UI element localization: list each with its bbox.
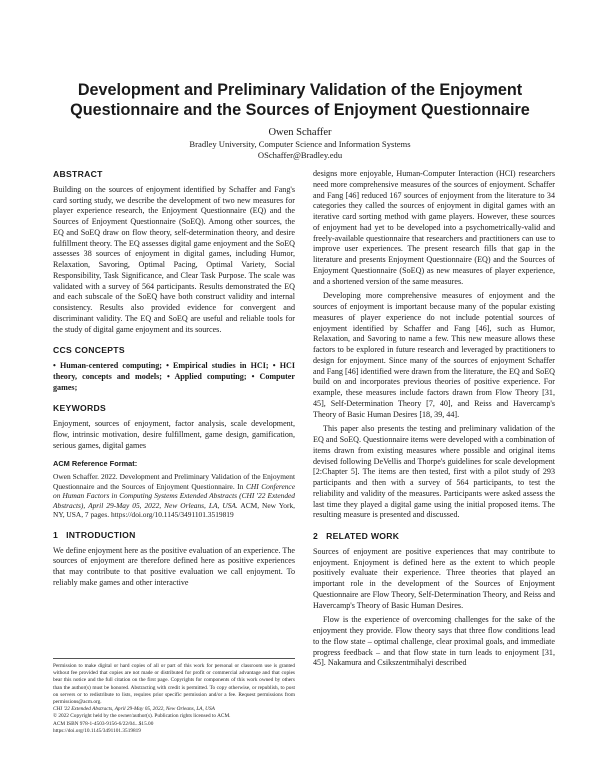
abstract-text: Building on the sources of enjoyment identified by Schaffer and Fang's card sorting study, we describe the development of two new measures for player experience research, the Enjoyment Questionnaire (EQ) and the Sources of Enjoyment Questionnaire (SoEQ). Among other sources, the EQ and SoEQ draw on flow theory, self-determination theory, and desire fulfillment theory. The EQ assesses digital game enjoyment and the SoEQ assesses 38 sources of enjoyment in digital games, including Humor, Relaxation, Savoring, Optimal Pacing, Optimal Variety, Social Responsibility, Task Significance, and Clear Task Purpose. The scale was validated with a survey of 564 participants. Results demonstrated the EQ and each subscale of the SoEQ have both construct validity and internal consistency. Results also provided evidence for convergent and discriminant validity. The EQ and SoEQ are useful and reliable tools for the study of digital game enjoyment and its sources. [53,184,295,334]
ccs-item: • HCI theory, concepts and models; [53,361,295,381]
author-email: OSchaffer@Bradley.edu [257,150,343,160]
related-work-paragraph: Sources of enjoyment are positive experiences that may contribute to enjoyment. Enjoyment is defined here as the extent to which people positively evaluate their experience. Three theories that played an important role in the development of the Sources of Enjoyment Questionnaire are Flow Theory, Self-Determination Theory, and Reiss and Havercamp's Theory of Basic Human Desires. [313,546,555,610]
related-work-title: RELATED WORK [326,531,400,541]
footnote-venue: CHI '22 Extended Abstracts, April 29-May 05, 2022, New Orleans, LA, USA [53,706,215,713]
reference-format-text [53,472,295,520]
introduction-paragraph: This paper also presents the testing and preliminary validation of the EQ and SoEQ. Questionnaire items were developed with a combination of items drawn from existing measures where possible and original items devised following DeVellis and Thorpe's guidelines for scale development [2:Chapter 5]. The items are then tested, first with a pilot study of 293 participants and then with a survey of 564 participants, to test the reliability and validity of the measures. Participants were asked assess the last time they played a digital game using the initial proposed items. The resulting measure is presented and discussed. [313,424,555,520]
reference-format-venue: CHI Conference on Human Factors in Computing Systems Extended Abstracts (CHI '22 Extended Abstracts), April 29-May 05, 2022, New Orleans, LA, USA. [53,481,295,510]
author-name: Owen Schaffer [268,127,332,138]
related-work-paragraph: Flow is the experience of overcoming challenges for the sake of the enjoyment they provide. Flow theory says that three flow conditions lead to the flow state – optimal challenge, clear proximal goals, and immediate progress feedback – and that flow state in turn leads to enjoyment [31, 45]. Nakamura and Csikszentmihalyi described [313,615,555,668]
keywords-text: Enjoyment, sources of enjoyment, factor analysis, scale development, flow, intrinsic motivation, desire fulfillment, game design, gamification, serious games, digital games [53,419,295,450]
ccs-concepts [53,361,295,393]
introduction-paragraph: Developing more comprehensive measures of enjoyment and the sources of enjoyment is important because many of the popular existing measures of player experience do not include potential sources of enjoyment identified by Schaffer and Fang [46], such as Humor, Relaxation, and Savoring to name a few. This new measure allows these factors to be explored in future research and leveraged by practitioners to design for enjoyment. Since many of the sources of enjoyment Schaffer and Fang [46] identified were drawn from the literature, the EQ and SoEQ build on and incorporates previous theories of positive experience. For example, these measures include factors drawn from Flow Theory [31, 45], Self-Determination Theory [7, 40], and Reiss and Havercamp's Theory of Basic Human Desires [18, 39, 44]. [313,291,555,419]
reference-format-pre: Owen Schaffer. 2022. Development and Preliminary Validation of the Enjoyment Questionnaire and the Sources of Enjoyment Questionnaire. In [53,472,295,491]
footnote-doi[interactable]: https://doi.org/10.1145/3491101.3519819 [53,727,141,734]
reference-format-heading: ACM Reference Format: [53,459,138,469]
permission-notice: Permission to make digital or hard copies of all or part of this work for personal or classroom use is granted without fee provided that copies are not made or distributed for profit or commercial advantage and that copies bear this notice and the full citation on the first page. Copyrights for components of this work owned by others than the author(s) must be honored. Abstracting with credit is permitted. To copy otherwise, or republish, to post on servers or to redistribute to lists, requires prior specific permission and/or a fee. Request permissions from permissions@acm.org. [53,663,295,706]
right-column [313,169,555,673]
introduction-number: 1 [53,529,59,540]
ccs-item: • Applied computing; [167,371,247,381]
ccs-item: • Computer games; [53,371,295,392]
keywords-heading: KEYWORDS [53,403,107,414]
introduction-text-left: We define enjoyment here as the positive evaluation of an experience. The sources of enjoyment are therefore defined here as positive experiences that may contribute to that positive evaluation we call enjoyment. To reliably make games and other interactive [53,545,295,587]
abstract-heading: ABSTRACT [53,169,103,179]
ccs-item: • Empirical studies in HCI; [166,361,269,370]
introduction-heading [53,530,295,541]
left-column [53,169,295,593]
introduction-paragraph: designs more enjoyable, Human-Computer Interaction (HCI) researchers need more comprehensive measures of the sources of enjoyment. Schaffer and Fang [46] reduced 167 sources of enjoyment from the literature to 34 categories they called the sources of enjoyment in digital games with an iterative card sorting method with game players. However, these sources of enjoyment had yet to be developed into a psychometrically-valid and freely-available questionnaire that researchers and practitioners can use to improve user experiences. The present research fills that gap in the literature and presents Enjoyment Questionnaire (EQ) and the Sources of Enjoyment Questionnaire (SoEQ) as new measures of player experience, and a shortened version of the same measures. [313,169,555,286]
ccs-heading: CCS CONCEPTS [53,345,125,356]
introduction-title: INTRODUCTION [66,529,136,540]
footnote-isbn: ACM ISBN 978-1-4503-9156-6/22/04...$15.00 [53,720,154,727]
author-block [100,126,500,161]
related-work-number: 2 [313,531,319,541]
copyright-footnote [53,658,295,735]
ccs-item: • Human-centered computing; [53,361,162,370]
footnote-copyright: © 2022 Copyright held by the owner/author(s). Publication rights licensed to ACM. [53,713,231,720]
reference-format-post: ACM, New York, NY, USA, 7 pages. https://doi.org/10.1145/3491101.3519819 [53,500,296,520]
paper-title: Development and Preliminary Validation of the Enjoyment Questionnaire and the Sources of Enjoyment Questionnaire [70,81,530,119]
author-affiliation: Bradley University, Computer Science and Information Systems [189,139,411,149]
related-work-heading [313,531,555,542]
